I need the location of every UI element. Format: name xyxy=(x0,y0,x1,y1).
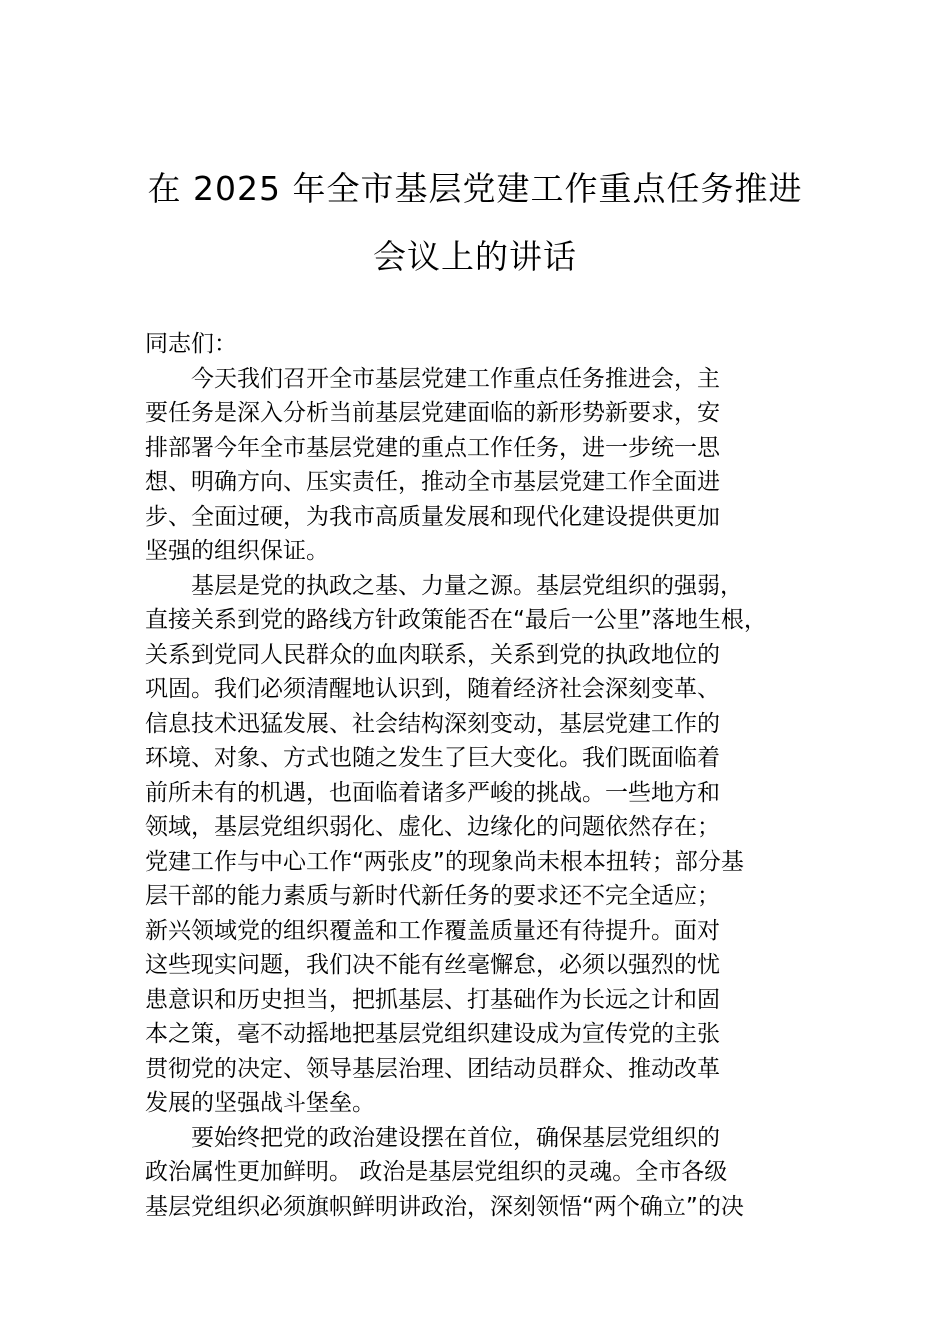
body-line: 基层党组织必须旗帜鲜明讲政治，深刻领悟“两个确立”的决 xyxy=(145,1193,744,1220)
body-line: 党建工作与中心工作“两张皮”的现象尚未根本扭转；部分基 xyxy=(145,848,744,875)
salutation: 同志们： xyxy=(145,331,237,357)
document-title-line-1: 在 2025 年全市基层党建工作重点任务推进 xyxy=(147,169,803,208)
body-line: 直接关系到党的路线方针政策能否在“最后一公里”落地生根， xyxy=(145,607,767,633)
body-line: 基层是党的执政之基、力量之源。基层党组织的强弱， xyxy=(191,572,743,599)
body-line: 步、全面过硬，为我市高质量发展和现代化建设提供更加 xyxy=(145,503,720,530)
body-line: 发展的坚强战斗堡垒。 xyxy=(145,1090,375,1116)
body-line: 今天我们召开全市基层党建工作重点任务推进会，主 xyxy=(191,365,720,392)
body-line: 信息技术迅猛发展、社会结构深刻变动，基层党建工作的 xyxy=(145,710,720,737)
body-line: 巩固。我们必须清醒地认识到，随着经济社会深刻变革、 xyxy=(145,676,720,702)
body-line: 新兴领域党的组织覆盖和工作覆盖质量还有待提升。面对 xyxy=(145,917,720,944)
body-line: 关系到党同人民群众的血肉联系，关系到党的执政地位的 xyxy=(145,641,720,668)
body-line: 前所未有的机遇，也面临着诸多严峻的挑战。一些地方和 xyxy=(145,779,720,806)
body-line: 要始终把党的政治建设摆在首位，确保基层党组织的 xyxy=(191,1124,720,1151)
document-body xyxy=(145,327,825,1224)
body-line: 贯彻党的决定、领导基层治理、团结动员群众、推动改革 xyxy=(145,1055,720,1082)
body-line: 想、明确方向、压实责任，推动全市基层党建工作全面进 xyxy=(145,469,720,495)
body-line: 患意识和历史担当，把抓基层、打基础作为长远之计和固 xyxy=(145,986,720,1013)
body-line: 排部署今年全市基层党建的重点工作任务，进一步统一思 xyxy=(145,434,720,461)
body-line: 坚强的组织保证。 xyxy=(145,538,329,564)
body-line: 环境、对象、方式也随之发生了巨大变化。我们既面临着 xyxy=(145,745,720,771)
body-line: 要任务是深入分析当前基层党建面临的新形势新要求，安 xyxy=(145,400,720,426)
body-line: 政治属性更加鲜明。 政治是基层党组织的灵魂。全市各级 xyxy=(145,1159,728,1185)
body-line: 层干部的能力素质与新时代新任务的要求还不完全适应； xyxy=(145,883,720,909)
body-line: 本之策，毫不动摇地把基层党组织建设成为宣传党的主张 xyxy=(145,1021,720,1047)
body-line: 这些现实问题，我们决不能有丝毫懈怠，必须以强烈的忧 xyxy=(145,952,720,978)
document-title-line-2: 会议上的讲话 xyxy=(373,237,577,276)
body-line: 领域，基层党组织弱化、虚化、边缘化的问题依然存在； xyxy=(145,814,720,840)
